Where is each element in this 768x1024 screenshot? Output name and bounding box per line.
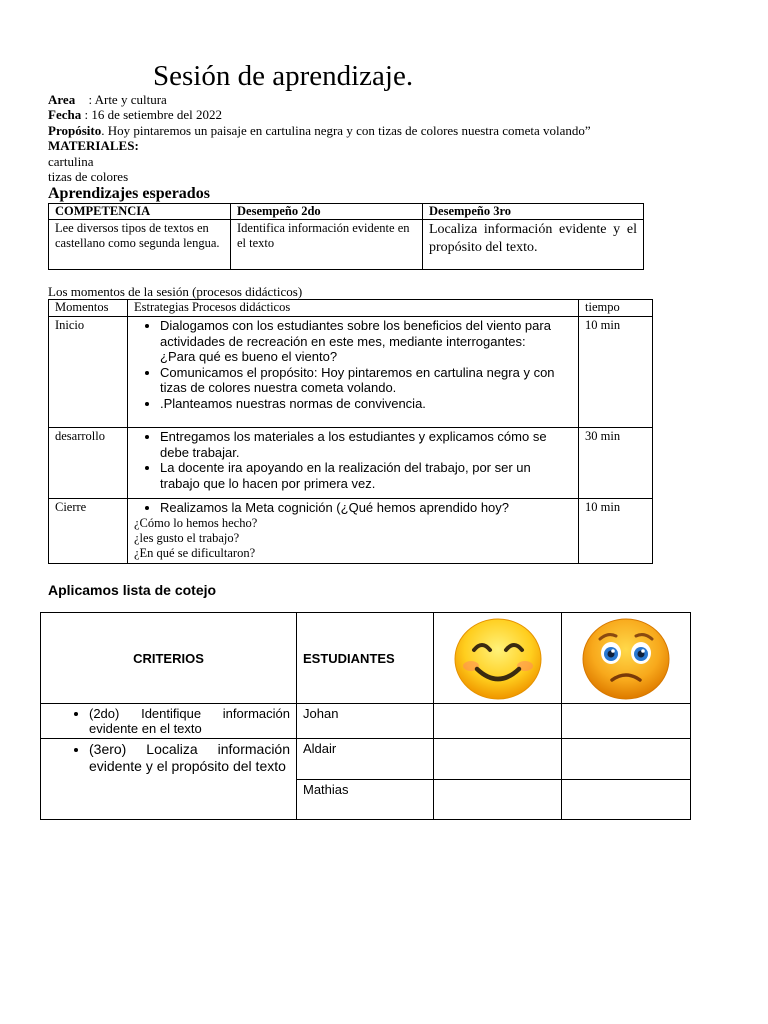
area-value: : Arte y cultura	[85, 92, 167, 107]
list-item: • Realizamos la Meta cognición (¿Qué hemos aprendido hoy?	[160, 500, 572, 516]
question-text: ¿Para qué es bueno el viento?	[160, 349, 338, 364]
fecha-label: Fecha	[48, 107, 82, 122]
list-item: • Dialogamos con los estudiantes sobre los beneficios del viento para actividades de recreación en este mes, mediante interrogantes: ¿Para qué es bueno el viento?	[160, 318, 572, 365]
question-text: ¿les gusto el trabajo?	[134, 530, 240, 545]
moment-name: Inicio	[49, 317, 128, 428]
check-cell[interactable]	[434, 704, 562, 739]
table-row	[49, 317, 653, 428]
moment-time: 10 min	[579, 499, 653, 564]
momentos-table	[48, 299, 653, 564]
area-label: Area	[48, 92, 76, 107]
moment-time: 30 min	[579, 428, 653, 499]
student-name: Johan	[297, 704, 434, 739]
smiling-face-cell	[434, 613, 562, 704]
check-cell[interactable]	[562, 780, 691, 820]
header-tiempo: tiempo	[579, 300, 653, 317]
proposito-value: . Hoy pintaremos un paisaje en cartulina negra y con tizas de colores nuestra cometa volando”	[101, 123, 591, 138]
table-header-row	[49, 300, 653, 317]
header-criterios: CRITERIOS	[41, 613, 297, 704]
desempeno-3ro-cell: Localiza información evidente y el propósito del texto.	[423, 220, 644, 270]
list-item: • (3ero) Localiza información evidente y el propósito del texto	[89, 741, 290, 774]
header-desempeno-3ro: Desempeño 3ro	[423, 204, 644, 220]
aprendizajes-heading: Aprendizajes esperados	[48, 185, 210, 202]
strategies-cell	[128, 428, 579, 499]
table-row	[49, 428, 653, 499]
list-item: • La docente ira apoyando en la realización del trabajo, por ser un trabajo que lo hacen por primera vez.	[160, 460, 572, 491]
moment-name: desarrollo	[49, 428, 128, 499]
cotejo-heading: Aplicamos lista de cotejo	[48, 582, 217, 598]
strategies-cell	[128, 317, 579, 428]
table-row	[41, 739, 691, 780]
worried-face-icon	[580, 615, 672, 701]
check-cell[interactable]	[434, 739, 562, 780]
header-desempeno-2do: Desempeño 2do	[231, 204, 423, 220]
moment-name: Cierre	[49, 499, 128, 564]
list-item: • .Planteamos nuestras normas de convivencia.	[160, 396, 572, 412]
strategies-cell	[128, 499, 579, 564]
proposito-line	[48, 123, 591, 138]
check-cell[interactable]	[562, 704, 691, 739]
material-item: cartulina	[48, 154, 94, 169]
student-name: Aldair	[297, 739, 434, 780]
proposito-label: Propósito	[48, 123, 102, 138]
competencia-cell: Lee diversos tipos de textos en castellano como segunda lengua.	[49, 220, 231, 270]
list-item: • Entregamos los materiales a los estudiantes y explicamos cómo se debe trabajar.	[160, 429, 572, 460]
table-header-row	[41, 613, 691, 704]
page-title: Sesión de aprendizaje.	[153, 60, 414, 92]
cotejo-table	[40, 612, 691, 820]
worried-face-cell	[562, 613, 691, 704]
material-item: tizas de colores	[48, 169, 129, 184]
header-estudiantes: ESTUDIANTES	[297, 613, 434, 704]
question-text: ¿En qué se dificultaron?	[134, 545, 256, 560]
aprendizajes-table	[48, 203, 644, 270]
fecha-line	[48, 107, 222, 122]
fecha-value: : 16 de setiembre del 2022	[81, 107, 223, 122]
table-header-row	[49, 204, 644, 220]
check-cell[interactable]	[562, 739, 691, 780]
table-row	[49, 220, 644, 270]
momentos-caption: Los momentos de la sesión (procesos didácticos)	[48, 284, 303, 299]
materiales-label: MATERIALES:	[48, 138, 139, 153]
list-item: • Comunicamos el propósito: Hoy pintaremos en cartulina negra y con tizas de colores nuestra cometa volando.	[160, 365, 572, 396]
list-item: • (2do) Identifique información evidente en el texto	[89, 706, 290, 736]
table-row	[49, 499, 653, 564]
header-competencia: COMPETENCIA	[49, 204, 231, 220]
student-name: Mathias	[297, 780, 434, 820]
desempeno-2do-cell: Identifica información evidente en el texto	[231, 220, 423, 270]
header-estrategias: Estrategias Procesos didácticos	[128, 300, 579, 317]
question-text: ¿Cómo lo hemos hecho?	[134, 515, 258, 530]
moment-time: 10 min	[579, 317, 653, 428]
criterio-cell	[41, 739, 297, 820]
header-momentos: Momentos	[49, 300, 128, 317]
check-cell[interactable]	[434, 780, 562, 820]
table-row	[41, 704, 691, 739]
area-line	[48, 92, 167, 107]
smiling-face-icon	[452, 615, 544, 701]
criterio-cell	[41, 704, 297, 739]
